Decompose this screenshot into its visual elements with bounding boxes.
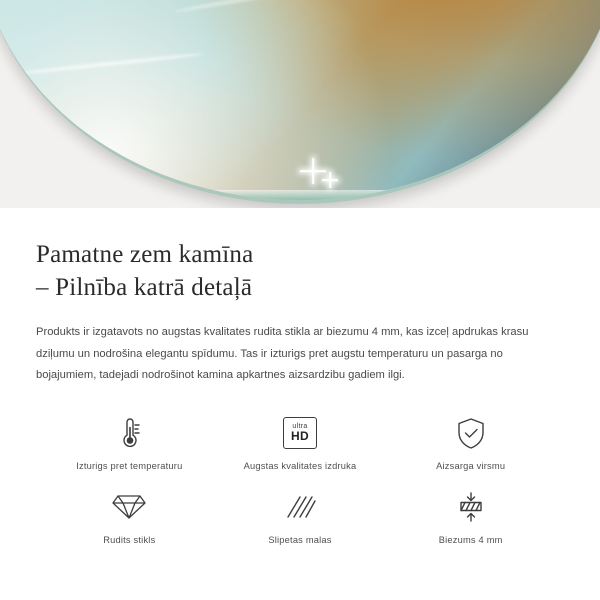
glass-edge — [0, 190, 600, 200]
marble-vein — [173, 0, 413, 14]
feature-label: Rudits stikls — [103, 534, 156, 545]
marble-texture — [0, 0, 600, 200]
page-title-line-1: Pamatne zem kamīna — [36, 241, 254, 268]
diamond-icon — [110, 487, 148, 527]
polished-edges-icon — [282, 487, 318, 527]
thermometer-icon — [111, 413, 147, 453]
ultra-hd-icon — [283, 413, 317, 453]
page-title-line-2: – Pilnība katrā detaļā — [36, 274, 253, 301]
feature-label: Slipetas malas — [268, 534, 332, 545]
product-description-text: Produkts ir izgatavots no augstas kvalitates rudita stikla ar biezumu 4 mm, kas izceļ apdrukas krasu dziļumu un nodrošina elegantu spīdumu. Tas ir izturigs pret augstu temperaturu un pasarga no bojajumiem, tadejadi nodrošinot kamina apkartnes aizsardzibu gadiem ilgi. — [36, 326, 529, 381]
feature-item-temperature — [44, 413, 215, 471]
ultra-hd-badge-top: ultra — [292, 423, 308, 430]
thickness-arrows-icon — [453, 487, 489, 527]
feature-label: Aizsarga virsmu — [436, 460, 506, 471]
feature-label: Biezums 4 mm — [438, 534, 503, 545]
marble-vein — [12, 52, 203, 76]
feature-item-print-quality — [215, 413, 386, 471]
ultra-hd-badge-bottom: HD — [291, 429, 309, 443]
page-title — [36, 238, 564, 304]
feature-item-polished-edges — [215, 487, 386, 545]
feature-item-surface-protection — [385, 413, 556, 471]
feature-label: Izturigs pret temperaturu — [76, 460, 183, 471]
text-content — [0, 208, 600, 545]
round-marble-glass-panel — [0, 0, 600, 204]
feature-label: Augstas kvalitates izdruka — [243, 460, 357, 471]
feature-grid — [36, 413, 564, 545]
shield-check-icon — [454, 413, 488, 453]
feature-item-tempered-glass — [44, 487, 215, 545]
feature-item-thickness — [385, 487, 556, 545]
hero-image — [0, 0, 600, 208]
